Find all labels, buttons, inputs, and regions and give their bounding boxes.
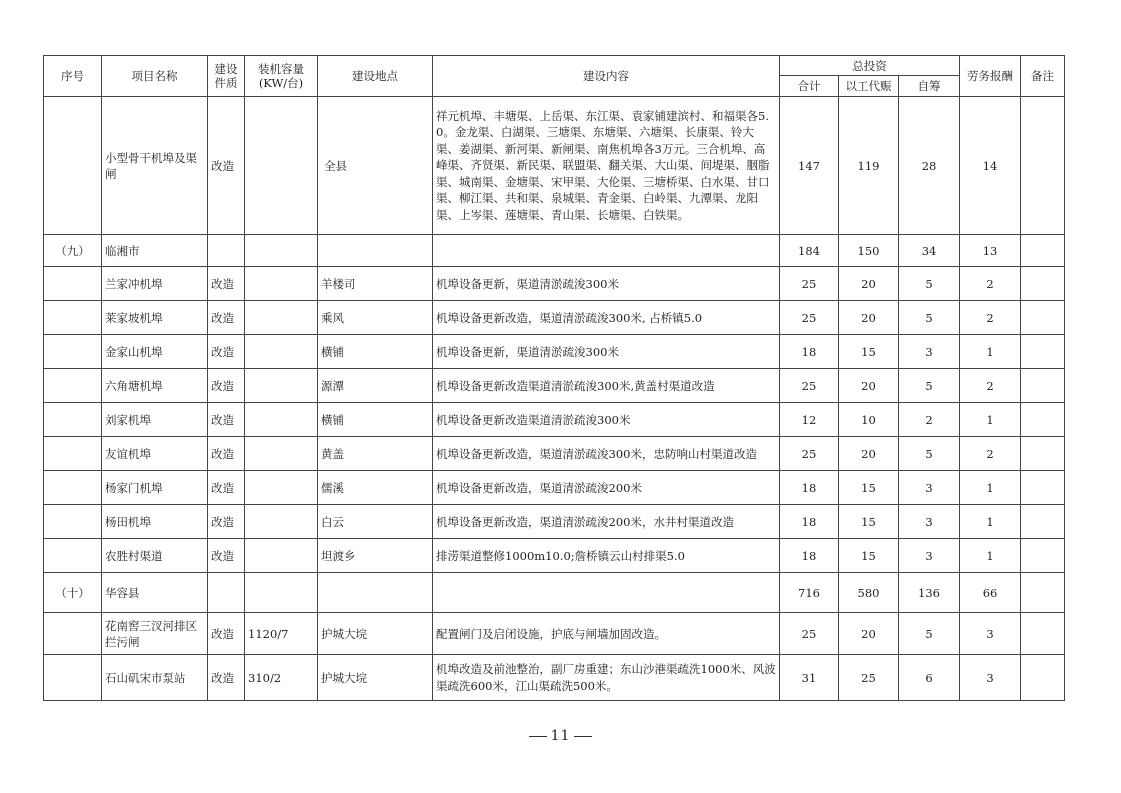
cell-work: 20 — [839, 267, 899, 301]
section-name: 华容县 — [102, 573, 208, 613]
cell-name: 农胜村渠道 — [102, 539, 208, 573]
cell-location: 横铺 — [318, 335, 433, 369]
table-row — [44, 613, 1065, 655]
table-row — [44, 539, 1065, 573]
table-row — [44, 403, 1065, 437]
cell-nature: 改造 — [208, 471, 245, 505]
cell-content: 机埠设备更新，渠道清淤疏浚300米 — [433, 267, 780, 301]
cell-capacity — [245, 97, 318, 235]
section-seq: （九） — [44, 235, 102, 267]
cell-content: 机埠改造及前池整治，副厂房重建；东山沙港渠疏洗1000米、风波渠疏洗600米，江山渠疏洗500米。 — [433, 655, 780, 701]
cell-self: 3 — [899, 471, 960, 505]
cell-labor: 2 — [960, 437, 1021, 471]
cell-content: 机埠设备更新改造，渠道清淤疏浚200米 — [433, 471, 780, 505]
cell-name: 石山矶宋市泵站 — [102, 655, 208, 701]
cell-seq — [44, 267, 102, 301]
cell-nature: 改造 — [208, 369, 245, 403]
cell-capacity — [245, 437, 318, 471]
cell-location: 护城大垸 — [318, 655, 433, 701]
section-row-huarong — [44, 573, 1065, 613]
cell-work: 10 — [839, 403, 899, 437]
cell-work: 20 — [839, 437, 899, 471]
cell-empty — [318, 235, 433, 267]
header-name: 项目名称 — [102, 56, 208, 97]
cell-note — [1021, 613, 1065, 655]
cell-name: 友谊机埠 — [102, 437, 208, 471]
cell-nature: 改造 — [208, 655, 245, 701]
table-row — [44, 97, 1065, 235]
cell-seq — [44, 369, 102, 403]
cell-labor: 2 — [960, 267, 1021, 301]
cell-content: 机埠设备更新改造，渠道清淤疏浚300米，忠防响山村渠道改造 — [433, 437, 780, 471]
cell-content: 配置闸门及启闭设施，护底与闸墙加固改造。 — [433, 613, 780, 655]
cell-labor: 2 — [960, 301, 1021, 335]
cell-labor: 1 — [960, 471, 1021, 505]
cell-labor: 1 — [960, 335, 1021, 369]
cell-capacity — [245, 505, 318, 539]
cell-total: 18 — [780, 505, 839, 539]
cell-empty — [245, 235, 318, 267]
header-nature: 建设件质 — [208, 56, 245, 97]
cell-name: 莱家坡机埠 — [102, 301, 208, 335]
cell-content: 排涝渠道整修1000m10.0;詹桥镇云山村排渠5.0 — [433, 539, 780, 573]
cell-work: 119 — [839, 97, 899, 235]
cell-total: 25 — [780, 437, 839, 471]
header-seq: 序号 — [44, 56, 102, 97]
cell-empty — [208, 573, 245, 613]
cell-total: 18 — [780, 471, 839, 505]
cell-note — [1021, 301, 1065, 335]
cell-location: 横铺 — [318, 403, 433, 437]
cell-note — [1021, 267, 1065, 301]
cell-note — [1021, 471, 1065, 505]
section-total: 716 — [780, 573, 839, 613]
cell-capacity — [245, 301, 318, 335]
cell-self: 2 — [899, 403, 960, 437]
cell-name: 杨田机埠 — [102, 505, 208, 539]
cell-total: 25 — [780, 369, 839, 403]
cell-nature: 改造 — [208, 539, 245, 573]
cell-location: 全县 — [318, 97, 433, 235]
cell-location: 白云 — [318, 505, 433, 539]
cell-note — [1021, 335, 1065, 369]
cell-labor: 3 — [960, 655, 1021, 701]
header-invest: 总投资 — [780, 56, 960, 76]
cell-seq — [44, 505, 102, 539]
cell-empty — [1021, 573, 1065, 613]
cell-name: 小型骨干机埠及渠闸 — [102, 97, 208, 235]
cell-location: 源潭 — [318, 369, 433, 403]
header-labor: 劳务报酬 — [960, 56, 1021, 97]
cell-capacity — [245, 335, 318, 369]
cell-location: 乘风 — [318, 301, 433, 335]
section-name: 临湘市 — [102, 235, 208, 267]
cell-note — [1021, 437, 1065, 471]
cell-content: 祥元机埠、丰塘渠、上岳渠、东江渠、袁家铺建滨村、和福渠各5.0。金龙渠、白湖渠、三塘渠、东塘渠、六塘渠、长康渠、铃大渠、姜湖渠、新河渠、新闸渠、南焦机埠各3万元。三合机埠、高峰渠、齐贤渠、新民渠、联盟渠、翻关渠、大山渠、间堤渠、胭脂渠、城南渠、金塘渠、宋甲渠、大伦渠、三塘桥渠、白水渠、甘口渠、柳江渠、共和渠、泉城渠、青金渠、白岭渠、九潭渠、龙阳渠、上岑渠、莲塘渠、青山渠、长塘渠、白铁渠。 — [433, 97, 780, 235]
cell-total: 25 — [780, 267, 839, 301]
cell-empty — [433, 235, 780, 267]
cell-note — [1021, 505, 1065, 539]
cell-content: 机埠设备更新改造，渠道清淤疏浚300米, 占桥镇5.0 — [433, 301, 780, 335]
cell-location: 羊楼司 — [318, 267, 433, 301]
cell-location: 坦渡乡 — [318, 539, 433, 573]
cell-capacity — [245, 471, 318, 505]
cell-location: 黄盖 — [318, 437, 433, 471]
cell-note — [1021, 403, 1065, 437]
cell-capacity — [245, 267, 318, 301]
section-total: 184 — [780, 235, 839, 267]
section-self: 136 — [899, 573, 960, 613]
cell-work: 20 — [839, 369, 899, 403]
table-row — [44, 655, 1065, 701]
cell-nature: 改造 — [208, 403, 245, 437]
cell-self: 5 — [899, 301, 960, 335]
cell-seq — [44, 471, 102, 505]
cell-name: 六角塘机埠 — [102, 369, 208, 403]
section-work: 150 — [839, 235, 899, 267]
cell-self: 5 — [899, 267, 960, 301]
cell-nature: 改造 — [208, 301, 245, 335]
cell-capacity — [245, 539, 318, 573]
page-footer — [0, 728, 1121, 744]
cell-name: 杨家门机埠 — [102, 471, 208, 505]
table-row — [44, 471, 1065, 505]
cell-seq — [44, 403, 102, 437]
cell-note — [1021, 97, 1065, 235]
cell-nature: 改造 — [208, 613, 245, 655]
cell-content: 机埠设备更新改造，渠道清淤疏浚200米，水井村渠道改造 — [433, 505, 780, 539]
header-row-1 — [44, 56, 1065, 76]
cell-content: 机埠设备更新改造渠道清淤疏浚300米,黄盖村渠道改造 — [433, 369, 780, 403]
section-row-linxiang — [44, 235, 1065, 267]
header-content: 建设内容 — [433, 56, 780, 97]
cell-nature: 改造 — [208, 267, 245, 301]
header-location: 建设地点 — [318, 56, 433, 97]
cell-empty — [318, 573, 433, 613]
cell-nature: 改造 — [208, 437, 245, 471]
cell-self: 3 — [899, 505, 960, 539]
cell-note — [1021, 369, 1065, 403]
cell-total: 25 — [780, 301, 839, 335]
cell-self: 3 — [899, 539, 960, 573]
cell-capacity: 310/2 — [245, 655, 318, 701]
cell-work: 20 — [839, 301, 899, 335]
header-note: 备注 — [1021, 56, 1065, 97]
header-capacity: 装机容量(KW/台) — [245, 56, 318, 97]
cell-self: 3 — [899, 335, 960, 369]
cell-self: 5 — [899, 613, 960, 655]
cell-total: 12 — [780, 403, 839, 437]
footer-dash-left — [529, 736, 547, 737]
section-labor: 66 — [960, 573, 1021, 613]
cell-labor: 1 — [960, 505, 1021, 539]
cell-work: 25 — [839, 655, 899, 701]
section-self: 34 — [899, 235, 960, 267]
cell-seq — [44, 655, 102, 701]
table-row — [44, 335, 1065, 369]
footer-dash-right — [574, 736, 592, 737]
cell-work: 15 — [839, 471, 899, 505]
cell-seq — [44, 437, 102, 471]
cell-self: 6 — [899, 655, 960, 701]
cell-work: 15 — [839, 335, 899, 369]
cell-total: 147 — [780, 97, 839, 235]
cell-name: 金家山机埠 — [102, 335, 208, 369]
header-total: 合计 — [780, 76, 839, 97]
cell-name: 刘家机埠 — [102, 403, 208, 437]
cell-location: 护城大垸 — [318, 613, 433, 655]
cell-seq — [44, 539, 102, 573]
table-row — [44, 505, 1065, 539]
cell-total: 18 — [780, 335, 839, 369]
cell-empty — [433, 573, 780, 613]
cell-name: 花南窖三汊河排区拦污闸 — [102, 613, 208, 655]
cell-capacity — [245, 369, 318, 403]
cell-labor: 1 — [960, 403, 1021, 437]
cell-work: 20 — [839, 613, 899, 655]
cell-total: 25 — [780, 613, 839, 655]
header-self: 自筹 — [899, 76, 960, 97]
cell-content: 机埠设备更新，渠道清淤疏浚300米 — [433, 335, 780, 369]
cell-note — [1021, 539, 1065, 573]
table-row — [44, 437, 1065, 471]
section-seq: （十） — [44, 573, 102, 613]
cell-labor: 14 — [960, 97, 1021, 235]
cell-empty — [1021, 235, 1065, 267]
cell-self: 5 — [899, 369, 960, 403]
table-row — [44, 267, 1065, 301]
cell-seq — [44, 335, 102, 369]
cell-nature: 改造 — [208, 505, 245, 539]
cell-name: 兰家冲机埠 — [102, 267, 208, 301]
cell-work: 15 — [839, 539, 899, 573]
table-row — [44, 369, 1065, 403]
table-row — [44, 301, 1065, 335]
cell-location: 儒溪 — [318, 471, 433, 505]
cell-capacity: 1120/7 — [245, 613, 318, 655]
cell-content: 机埠设备更新改造渠道清淤疏浚300米 — [433, 403, 780, 437]
cell-seq — [44, 613, 102, 655]
section-work: 580 — [839, 573, 899, 613]
cell-total: 31 — [780, 655, 839, 701]
cell-empty — [208, 235, 245, 267]
cell-seq — [44, 97, 102, 235]
cell-work: 15 — [839, 505, 899, 539]
header-work: 以工代赈 — [839, 76, 899, 97]
cell-nature: 改造 — [208, 335, 245, 369]
project-table — [43, 55, 1065, 701]
cell-note — [1021, 655, 1065, 701]
cell-total: 18 — [780, 539, 839, 573]
section-labor: 13 — [960, 235, 1021, 267]
cell-self: 5 — [899, 437, 960, 471]
cell-labor: 3 — [960, 613, 1021, 655]
cell-capacity — [245, 403, 318, 437]
cell-labor: 2 — [960, 369, 1021, 403]
cell-self: 28 — [899, 97, 960, 235]
page-number: 11 — [550, 728, 571, 744]
cell-labor: 1 — [960, 539, 1021, 573]
cell-seq — [44, 301, 102, 335]
cell-empty — [245, 573, 318, 613]
cell-nature: 改造 — [208, 97, 245, 235]
